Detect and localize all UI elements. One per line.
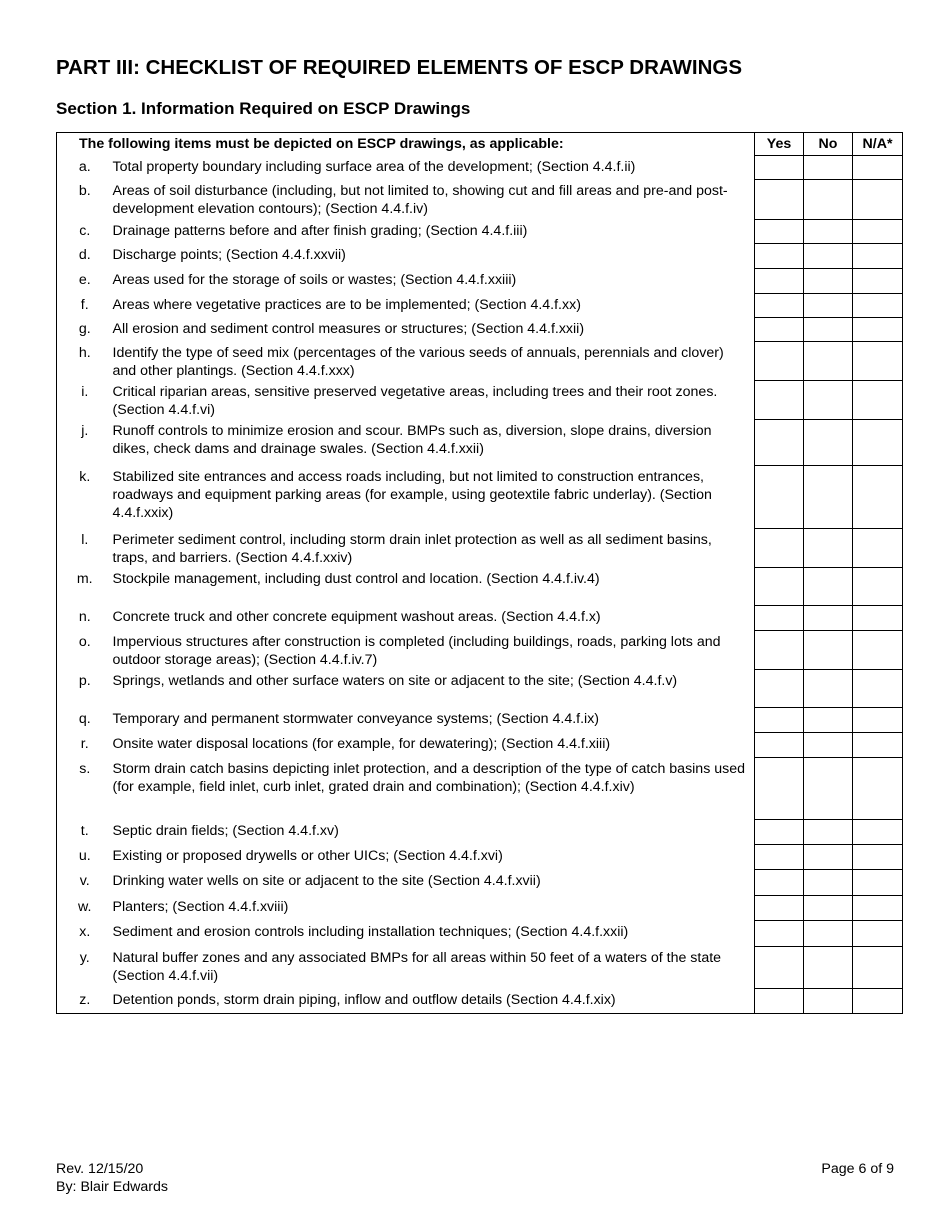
item-text: Discharge points; (Section 4.4.f.xxvii): [112, 247, 346, 263]
checkbox-no[interactable]: [804, 219, 853, 243]
item-letter: v.: [57, 869, 113, 895]
checklist-row: [57, 567, 903, 605]
item-text: Drinking water wells on site or adjacent to the site (Section 4.4.f.xvii): [112, 873, 541, 889]
checkbox-na[interactable]: [853, 920, 903, 946]
checkbox-na[interactable]: [853, 844, 903, 869]
checkbox-yes[interactable]: [755, 179, 804, 219]
checkbox-yes[interactable]: [755, 920, 804, 946]
item-text: Perimeter sediment control, including storm drain inlet protection as well as all sediment basins, traps, and barriers. (Section 4.4.f.xxiv): [112, 532, 712, 566]
checkbox-yes[interactable]: [755, 341, 804, 380]
item-letter: h.: [57, 341, 113, 380]
checkbox-no[interactable]: [804, 528, 853, 567]
item-letter: j.: [57, 419, 113, 465]
checklist-row: [57, 317, 903, 341]
item-letter: m.: [57, 567, 113, 605]
item-text: Impervious structures after construction is completed (including buildings, roads, parking lots and outdoor storage areas); (Section 4.4.f.iv.7): [112, 634, 721, 668]
checkbox-yes[interactable]: [755, 732, 804, 757]
item-letter: c.: [57, 219, 113, 243]
item-letter: a.: [57, 155, 113, 179]
checkbox-na[interactable]: [853, 757, 903, 819]
checklist-row: [57, 155, 903, 179]
checkbox-no[interactable]: [804, 757, 853, 819]
checkbox-na[interactable]: [853, 605, 903, 630]
checkbox-no[interactable]: [804, 707, 853, 732]
item-letter: f.: [57, 293, 113, 317]
item-text: Areas of soil disturbance (including, but not limited to, showing cut and fill areas and pre-and post- development elevation contours); (Section 4.4.f.iv): [112, 183, 728, 217]
checkbox-na[interactable]: [853, 380, 903, 419]
checkbox-yes[interactable]: [755, 268, 804, 293]
page-number: Page 6 of 9: [821, 1161, 894, 1177]
checkbox-no[interactable]: [804, 293, 853, 317]
item-letter: w.: [57, 895, 113, 920]
checklist-row: [57, 844, 903, 869]
checklist-row: [57, 179, 903, 219]
item-text: Storm drain catch basins depicting inlet protection, and a description of the type of catch basins used (for example, field inlet, curb inlet, grated drain and combination); (Section 4.4.f.xiv): [112, 761, 746, 795]
item-text: All erosion and sediment control measures or structures; (Section 4.4.f.xxii): [112, 321, 585, 337]
checkbox-na[interactable]: [853, 707, 903, 732]
item-text: Concrete truck and other concrete equipment washout areas. (Section 4.4.f.x): [112, 609, 601, 625]
checklist-row: [57, 243, 903, 268]
item-letter: g.: [57, 317, 113, 341]
table-header-instruction: The following items must be depicted on ESCP drawings, as applicable:: [57, 133, 755, 156]
section-heading: Section 1. Information Required on ESCP Drawings: [56, 99, 471, 118]
checklist-row: [57, 465, 903, 528]
checkbox-na[interactable]: [853, 732, 903, 757]
checkbox-yes[interactable]: [755, 419, 804, 465]
checklist-row: [57, 869, 903, 895]
checkbox-yes[interactable]: [755, 528, 804, 567]
checkbox-yes[interactable]: [755, 630, 804, 669]
item-text: Drainage patterns before and after finish grading; (Section 4.4.f.iii): [112, 223, 528, 239]
checkbox-yes[interactable]: [755, 895, 804, 920]
column-header-no: No: [804, 133, 853, 156]
checkbox-na[interactable]: [853, 219, 903, 243]
checkbox-no[interactable]: [804, 605, 853, 630]
checklist-rows: [57, 155, 903, 1013]
item-letter: p.: [57, 669, 113, 707]
item-text: Stabilized site entrances and access roads including, but not limited to construction entrances, roadways and equipment parking areas (for example, using geotextile fabric underlay). (Section 4.4.f.xxix): [112, 469, 712, 521]
checkbox-na[interactable]: [853, 465, 903, 528]
checklist-row: [57, 528, 903, 567]
checklist-row: [57, 732, 903, 757]
checkbox-na[interactable]: [853, 155, 903, 179]
checkbox-na[interactable]: [853, 268, 903, 293]
checkbox-na[interactable]: [853, 567, 903, 605]
item-text: Critical riparian areas, sensitive preserved vegetative areas, including trees and their root zones. (Section 4.4.f.vi): [112, 384, 718, 418]
item-letter: e.: [57, 268, 113, 293]
page-title: PART III: CHECKLIST OF REQUIRED ELEMENTS OF ESCP DRAWINGS: [56, 56, 743, 79]
checkbox-no[interactable]: [804, 819, 853, 844]
checkbox-na[interactable]: [853, 528, 903, 567]
checkbox-yes[interactable]: [755, 946, 804, 988]
item-text: Sediment and erosion controls including installation techniques; (Section 4.4.f.xxii): [112, 924, 629, 940]
checklist-row: [57, 988, 903, 1013]
checkbox-yes[interactable]: [755, 988, 804, 1013]
checkbox-no[interactable]: [804, 317, 853, 341]
revision-date: Rev. 12/15/20: [56, 1161, 144, 1177]
item-letter: l.: [57, 528, 113, 567]
author: By: Blair Edwards: [56, 1179, 168, 1195]
checkbox-na[interactable]: [853, 988, 903, 1013]
checkbox-yes[interactable]: [755, 317, 804, 341]
item-text: Areas used for the storage of soils or wastes; (Section 4.4.f.xxiii): [112, 272, 517, 288]
checkbox-no[interactable]: [804, 920, 853, 946]
checkbox-yes[interactable]: [755, 819, 804, 844]
checkbox-yes[interactable]: [755, 243, 804, 268]
checkbox-no[interactable]: [804, 732, 853, 757]
checkbox-na[interactable]: [853, 869, 903, 895]
checkbox-no[interactable]: [804, 844, 853, 869]
checkbox-no[interactable]: [804, 895, 853, 920]
checklist-row: [57, 819, 903, 844]
checklist-table: [56, 132, 903, 1014]
checkbox-na[interactable]: [853, 243, 903, 268]
item-letter: z.: [57, 988, 113, 1013]
checklist-row: [57, 895, 903, 920]
column-header-yes: Yes: [755, 133, 804, 156]
checkbox-na[interactable]: [853, 630, 903, 669]
item-letter: r.: [57, 732, 113, 757]
checkbox-na[interactable]: [853, 669, 903, 707]
checkbox-no[interactable]: [804, 946, 853, 988]
checkbox-no[interactable]: [804, 465, 853, 528]
checkbox-no[interactable]: [804, 380, 853, 419]
checklist-row: [57, 380, 903, 419]
item-text: Stockpile management, including dust control and location. (Section 4.4.f.iv.4): [112, 571, 600, 587]
checkbox-yes[interactable]: [755, 465, 804, 528]
item-letter: b.: [57, 179, 113, 219]
item-letter: o.: [57, 630, 113, 669]
checkbox-yes[interactable]: [755, 293, 804, 317]
checkbox-na[interactable]: [853, 293, 903, 317]
checklist-row: [57, 341, 903, 380]
checkbox-yes[interactable]: [755, 605, 804, 630]
checklist-row: [57, 920, 903, 946]
checklist-row: [57, 669, 903, 707]
footer-left: [56, 1160, 168, 1196]
checklist-row: [57, 219, 903, 243]
item-letter: y.: [57, 946, 113, 988]
checkbox-yes[interactable]: [755, 380, 804, 419]
checkbox-na[interactable]: [853, 819, 903, 844]
checklist-row: [57, 946, 903, 988]
checkbox-no[interactable]: [804, 419, 853, 465]
checkbox-na[interactable]: [853, 341, 903, 380]
checklist-row: [57, 605, 903, 630]
item-text: Planters; (Section 4.4.f.xviii): [112, 899, 289, 915]
item-letter: t.: [57, 819, 113, 844]
item-text: Detention ponds, storm drain piping, inflow and outflow details (Section 4.4.f.xix): [113, 988, 755, 1013]
checkbox-yes[interactable]: [755, 844, 804, 869]
checkbox-na[interactable]: [853, 895, 903, 920]
checkbox-na[interactable]: [853, 946, 903, 988]
item-text: Natural buffer zones and any associated BMPs for all areas within 50 feet of a waters of the state (Section 4.4.f.vii): [112, 950, 722, 984]
checklist-row: [57, 419, 903, 465]
column-header-na: N/A*: [853, 133, 903, 156]
checklist-row: [57, 293, 903, 317]
item-letter: i.: [57, 380, 113, 419]
checklist-row: [57, 630, 903, 669]
item-letter: u.: [57, 844, 113, 869]
checklist-row: [57, 268, 903, 293]
item-letter: x.: [57, 920, 113, 946]
checklist-row: [57, 707, 903, 732]
checkbox-no[interactable]: [804, 179, 853, 219]
item-text: Onsite water disposal locations (for example, for dewatering); (Section 4.4.f.xiii): [112, 736, 611, 752]
checkbox-no[interactable]: [804, 243, 853, 268]
checkbox-yes[interactable]: [755, 219, 804, 243]
checkbox-yes[interactable]: [755, 869, 804, 895]
checkbox-no[interactable]: [804, 630, 853, 669]
item-text: Runoff controls to minimize erosion and scour. BMPs such as, diversion, slope drains, diversion dikes, check dams and drainage swales. (Section 4.4.f.xxii): [112, 423, 712, 457]
item-text: Identify the type of seed mix (percentages of the various seeds of annuals, perennials and clover) and other plantings. (Section 4.4.f.xxx): [112, 345, 724, 379]
item-text: Areas where vegetative practices are to be implemented; (Section 4.4.f.xx): [112, 297, 581, 313]
checkbox-no[interactable]: [804, 869, 853, 895]
item-text: Total property boundary including surface area of the development; (Section 4.4.f.ii): [112, 159, 636, 175]
checkbox-no[interactable]: [804, 669, 853, 707]
item-letter: n.: [57, 605, 113, 630]
checkbox-na[interactable]: [853, 317, 903, 341]
item-text: Septic drain fields; (Section 4.4.f.xv): [112, 823, 339, 839]
item-letter: k.: [57, 465, 113, 528]
checkbox-yes[interactable]: [755, 707, 804, 732]
checkbox-no[interactable]: [804, 988, 853, 1013]
checkbox-no[interactable]: [804, 341, 853, 380]
checkbox-no[interactable]: [804, 155, 853, 179]
checkbox-na[interactable]: [853, 179, 903, 219]
checkbox-yes[interactable]: [755, 757, 804, 819]
item-letter: s.: [57, 757, 113, 819]
item-letter: d.: [57, 243, 113, 268]
item-letter: q.: [57, 707, 113, 732]
item-text: Existing or proposed drywells or other UICs; (Section 4.4.f.xvi): [112, 848, 503, 864]
item-text: Temporary and permanent stormwater conveyance systems; (Section 4.4.f.ix): [112, 711, 600, 727]
checklist-row: [57, 757, 903, 819]
checkbox-no[interactable]: [804, 567, 853, 605]
checkbox-na[interactable]: [853, 419, 903, 465]
checkbox-yes[interactable]: [755, 669, 804, 707]
item-text: Springs, wetlands and other surface waters on site or adjacent to the site; (Section 4.4.f.v): [112, 673, 678, 689]
checkbox-yes[interactable]: [755, 155, 804, 179]
checkbox-yes[interactable]: [755, 567, 804, 605]
checkbox-no[interactable]: [804, 268, 853, 293]
